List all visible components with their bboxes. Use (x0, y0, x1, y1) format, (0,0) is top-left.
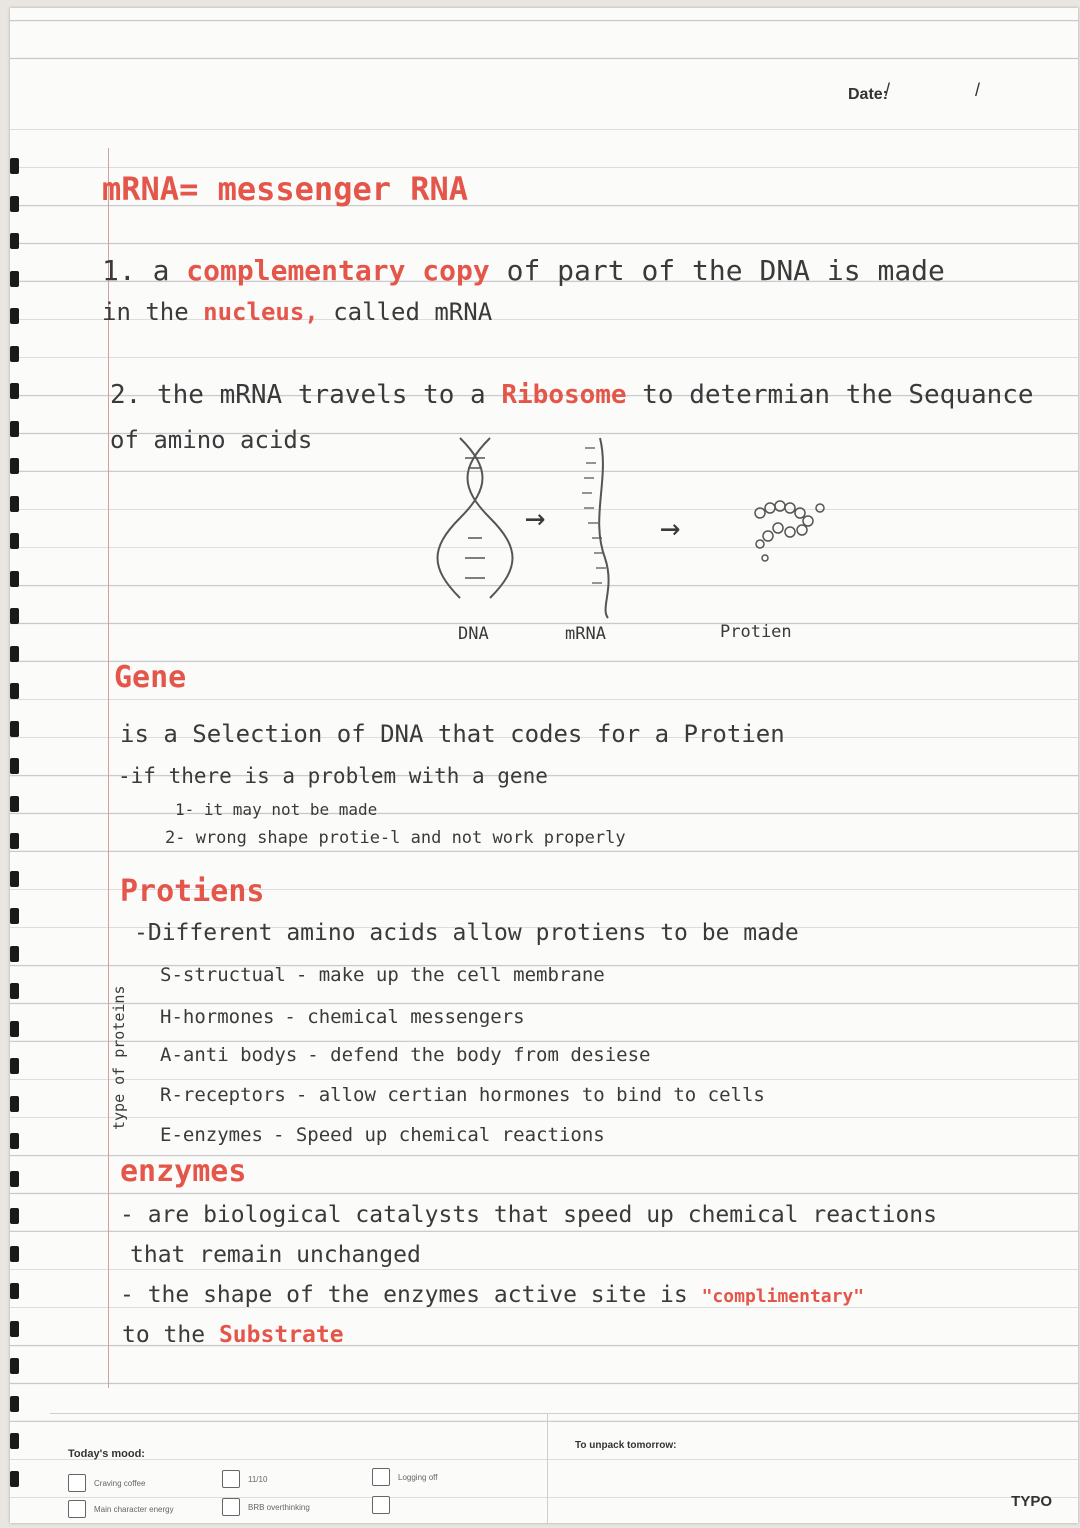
binding-ring (10, 1133, 19, 1149)
gene-problem-2: 2- wrong shape protie-l and not work properly (165, 828, 626, 848)
binding-ring (10, 646, 19, 662)
step1-line1 (102, 254, 945, 287)
checkbox-label-brb-overthinking: BRB overthinking (248, 1503, 310, 1512)
enzymes-line2: that remain unchanged (130, 1242, 421, 1268)
protein-type-item (160, 1006, 525, 1028)
binding-ring (10, 1471, 19, 1487)
diagram-label-mrna: mRNA (565, 624, 606, 644)
protein-type-item (160, 1124, 605, 1146)
margin-line (108, 148, 109, 1388)
binding-ring (10, 758, 19, 774)
proteins-intro: -Different amino acids allow protiens to be made (134, 920, 799, 946)
enzymes-line3 (120, 1282, 864, 1308)
step1-pre: a (152, 254, 170, 287)
protein-type-letter: S- (160, 964, 183, 986)
binding-ring (10, 571, 19, 587)
binding-ring (10, 608, 19, 624)
binding-ring (10, 833, 19, 849)
step1-post: of part of the DNA is made (506, 254, 945, 287)
binding-ring (10, 458, 19, 474)
checkbox-11-10[interactable] (222, 1470, 240, 1488)
page-footer (50, 1413, 1080, 1524)
enzymes-line1: - are biological catalysts that speed up chemical reactions (120, 1202, 937, 1228)
binding-ring (10, 983, 19, 999)
binding-ring (10, 421, 19, 437)
protein-type-desc: - allow certian hormones to bind to cells (295, 1084, 765, 1106)
binding-ring (10, 1321, 19, 1337)
protein-type-letter: H- (160, 1006, 183, 1028)
proteins-title: Protiens (120, 874, 265, 909)
dna-to-protein-diagram (430, 428, 830, 628)
enzymes-line3-pre: - the shape of the enzymes active site is (120, 1282, 688, 1308)
mrna-title: mRNA= messenger RNA (102, 170, 469, 208)
checkbox-brb-overthinking[interactable] (222, 1498, 240, 1516)
binding-ring (10, 196, 19, 212)
gene-problem-1: 1- it may not be made (175, 800, 378, 819)
binding-ring (10, 1208, 19, 1224)
gene-problem-intro: -if there is a problem with a gene (118, 764, 548, 788)
enzymes-title: enzymes (120, 1154, 247, 1189)
checkbox-blank[interactable] (372, 1496, 390, 1514)
binding-ring (10, 721, 19, 737)
protein-type-item (160, 1044, 650, 1066)
binding-ring (10, 346, 19, 362)
checkbox-logging-off[interactable] (372, 1468, 390, 1486)
binding-ring (10, 908, 19, 924)
binding-ring (10, 1433, 19, 1449)
date-value: / / (884, 80, 1020, 100)
step1-line2-post: called mRNA (333, 298, 493, 326)
protein-chain-drawing (755, 501, 824, 561)
mood-title: Today's mood: (68, 1448, 145, 1460)
checkbox-main-character[interactable] (68, 1500, 86, 1518)
step1-line2-pre: in the (102, 298, 189, 326)
gene-definition: is a Selection of DNA that codes for a Protien (120, 720, 785, 748)
binding-ring (10, 683, 19, 699)
checkbox-label-main-character: Main character energy (94, 1505, 174, 1514)
notebook-page (10, 8, 1078, 1523)
binding-ring (10, 383, 19, 399)
protein-type-item (160, 964, 605, 986)
unpack-title: To unpack tomorrow: (575, 1440, 677, 1451)
binding-ring (10, 1283, 19, 1299)
step2-pre: the mRNA travels to a (156, 380, 486, 410)
spiral-binding (10, 158, 24, 1528)
step2-highlight: Ribosome (501, 380, 627, 410)
protein-type-letter: A- (160, 1044, 183, 1066)
enzymes-line4-highlight: Substrate (218, 1322, 344, 1348)
protein-type-name: anti bodys (182, 1044, 298, 1066)
step1-number: 1. (102, 254, 136, 287)
brand-logo: TYPO (1011, 1493, 1052, 1510)
enzymes-line4-pre: to the (122, 1322, 206, 1348)
protein-type-name: structual (182, 964, 286, 986)
protein-type-desc: - defend the body from desiese (307, 1044, 651, 1066)
enzymes-line4 (122, 1322, 344, 1348)
binding-ring (10, 946, 19, 962)
step1-line2 (102, 298, 492, 326)
step1-line2-highlight: nucleus, (203, 298, 319, 326)
binding-ring (10, 1358, 19, 1374)
binding-ring (10, 1171, 19, 1187)
binding-ring (10, 271, 19, 287)
binding-ring (10, 308, 19, 324)
binding-ring (10, 1246, 19, 1262)
dna-helix-drawing (438, 438, 513, 598)
protein-type-name: enzymes (182, 1124, 263, 1146)
protein-type-desc: - make up the cell membrane (295, 964, 605, 986)
protein-type-name: receptors (182, 1084, 286, 1106)
binding-ring (10, 1096, 19, 1112)
checkbox-craving-coffee[interactable] (68, 1474, 86, 1492)
protein-type-name: hormones (182, 1006, 275, 1028)
protein-type-item (160, 1084, 765, 1106)
diagram-label-protein: Protien (720, 622, 792, 642)
binding-ring (10, 1058, 19, 1074)
binding-ring (10, 796, 19, 812)
enzymes-line3-highlight: "complimentary" (701, 1286, 865, 1307)
mrna-strand-drawing (582, 438, 609, 618)
proteins-side-label: type of proteins (110, 985, 128, 1130)
step2-number: 2. (110, 380, 142, 410)
binding-ring (10, 1396, 19, 1412)
diagram-arrow-2: → (660, 508, 681, 548)
step2-line1 (110, 380, 1034, 410)
protein-type-desc: - Speed up chemical reactions (272, 1124, 605, 1146)
binding-ring (10, 233, 19, 249)
binding-ring (10, 158, 19, 174)
binding-ring (10, 533, 19, 549)
checkbox-label-11-10: 11/10 (248, 1475, 268, 1484)
date-label: Date: (847, 86, 888, 103)
binding-ring (10, 1021, 19, 1037)
footer-divider (547, 1414, 548, 1524)
binding-ring (10, 496, 19, 512)
protein-type-desc: - chemical messengers (284, 1006, 525, 1028)
protein-type-letter: R- (160, 1084, 183, 1106)
step2-line2: of amino acids (110, 426, 313, 454)
gene-title: Gene (114, 660, 187, 695)
protein-type-letter: E- (160, 1124, 183, 1146)
checkbox-label-logging-off: Logging off (398, 1473, 438, 1482)
binding-ring (10, 871, 19, 887)
diagram-arrow-1: → (525, 498, 546, 538)
checkbox-label-craving-coffee: Craving coffee (94, 1479, 146, 1488)
diagram-label-dna: DNA (458, 624, 489, 644)
step1-highlight: complementary copy (186, 254, 490, 287)
step2-post: to determian the Sequance (642, 380, 1034, 410)
